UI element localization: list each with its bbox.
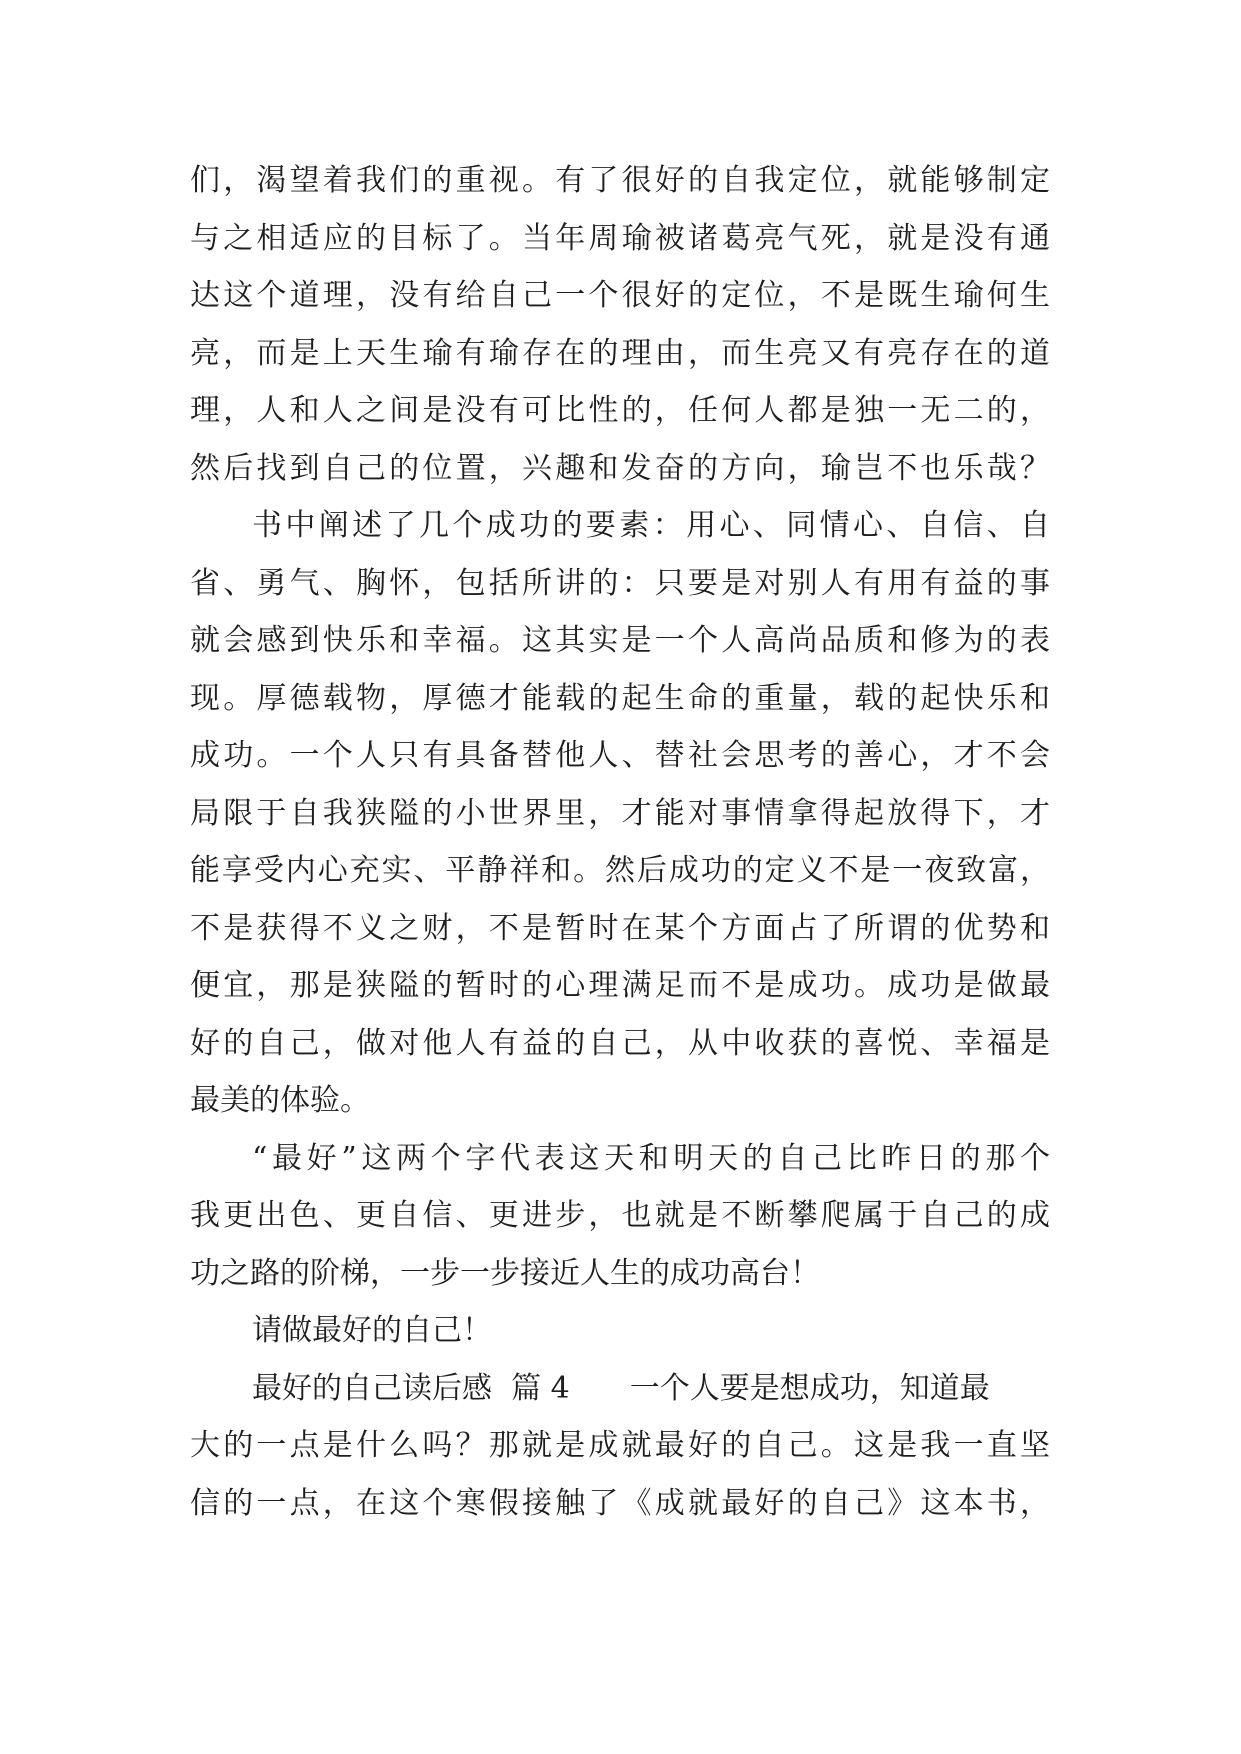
text-line: 亮，而是上天生瑜有瑜存在的理由，而生亮又有亮存在的道	[190, 335, 1050, 371]
text-line: 省、勇气、胸怀，包括所讲的：只要是对别人有用有益的事	[190, 565, 1050, 601]
text-line: 与之相适应的目标了。当年周瑜被诸葛亮气死，就是没有通	[190, 220, 1050, 256]
section-first-line	[190, 1360, 1050, 1418]
text-line: 不是获得不义之财，不是暂时在某个方面占了所谓的优势和	[190, 910, 1050, 946]
text-line: 便宜，那是狭隘的暂时的心理满足而不是成功。成功是做最	[190, 968, 1050, 1003]
text-line: 最美的体验。	[190, 1083, 370, 1118]
paragraph-2	[190, 497, 1050, 1130]
text-line: 达这个道理，没有给自己一个很好的定位，不是既生瑜何生	[190, 278, 1050, 313]
paragraph-1	[190, 152, 1050, 497]
text-line: 能享受内心充实、平静祥和。然后成功的定义不是一夜致富，	[190, 853, 1050, 888]
text-line: 大的一点是什么吗？那就是成就最好的自己。这是我一直坚	[190, 1428, 1050, 1463]
text-line: 然后找到自己的位置，兴趣和发奋的方向，瑜岂不也乐哉？	[190, 450, 1050, 486]
text-line: 现。厚德载物，厚德才能载的起生命的重量，载的起快乐和	[190, 680, 1050, 716]
text-line: 信的一点，在这个寒假接触了《成就最好的自己》这本书，	[190, 1485, 1050, 1521]
text-line: 一个人要是想成功，知道最	[629, 1370, 990, 1406]
section-heading: 最好的自己读后感 篇 4	[252, 1370, 570, 1406]
document-body	[190, 152, 1050, 1532]
text-line: 们，渴望着我们的重视。有了很好的自我定位，就能够制定	[190, 163, 1050, 198]
text-line: 理，人和人之间是没有可比性的，任何人都是独一无二的，	[190, 393, 1050, 428]
text-line: “最好”这两个字代表这天和明天的自己比昨日的那个	[252, 1140, 1050, 1176]
section-4	[190, 1360, 1050, 1533]
paragraph-3	[190, 1130, 1050, 1303]
text-line: 请做最好的自己！	[252, 1313, 492, 1348]
paragraph-4	[190, 1302, 1050, 1360]
text-line: 就会感到快乐和幸福。这其实是一个人高尚品质和修为的表	[190, 623, 1050, 658]
text-line: 书中阐述了几个成功的要素：用心、同情心、自信、自	[252, 508, 1050, 543]
text-line: 我更出色、更自信、更进步，也就是不断攀爬属于自己的成	[190, 1198, 1050, 1233]
text-line: 好的自己，做对他人有益的自己，从中收获的喜悦、幸福是	[190, 1025, 1050, 1061]
text-line: 功之路的阶梯，一步一步接近人生的成功高台！	[190, 1255, 820, 1291]
text-line: 成功。一个人只有具备替他人、替社会思考的善心，才不会	[190, 738, 1050, 773]
text-line: 局限于自我狭隘的小世界里，才能对事情拿得起放得下，才	[190, 795, 1050, 831]
